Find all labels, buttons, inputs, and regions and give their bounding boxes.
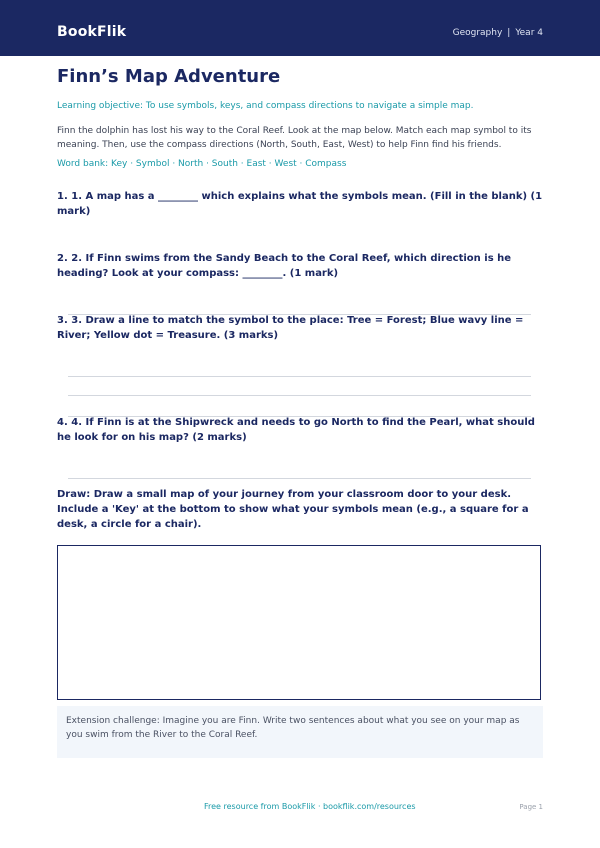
answer-line[interactable] [68,395,531,396]
answer-line[interactable] [68,376,531,377]
subject-label: Geography [452,28,503,38]
page-number: Page 1 [519,803,543,811]
page-header [0,0,600,56]
answer-line[interactable] [68,478,531,479]
question-3: 3. 3. Draw a line to match the symbol to the place: Tree = Forest; Blue wavy line = River; Yellow dot = Treasure. (3 marks) [57,315,524,341]
draw-task: Draw: Draw a small map of your journey from your classroom door to your desk. Include a 'Key' at the bottom to show what your symbols mean (e.g., a square for a desk, a circle for a chair). [57,489,529,530]
extension-challenge: Extension challenge: Imagine you are Finn. Write two sentences about what you see on your map as you swim from the River to the Coral Reef. [57,706,543,758]
question-4: 4. 4. If Finn is at the Shipwreck and needs to go North to find the Pearl, what should he look for on his map? (2 marks) [57,417,535,443]
question-2: 2. 2. If Finn swims from the Sandy Beach to the Coral Reef, which direction is he heading? Look at your compass: ________. (1 mark) [57,253,512,279]
learning-objective: Learning objective: To use symbols, keys, and compass directions to navigate a simple map. [57,101,474,111]
word-bank: Word bank: Key · Symbol · North · South · East · West · Compass [57,159,347,169]
header-meta [453,28,543,38]
question-1: 1. 1. A map has a ________ which explains what the symbols mean. (Fill in the blank) (1 mark) [57,191,543,217]
intro-text: Finn the dolphin has lost his way to the Coral Reef. Look at the map below. Match each map symbol to its meaning. Then, use the compass directions (North, South, East, West) to help Finn find his friends. [57,126,532,150]
year-label: Year 4 [515,28,543,38]
footer-credit: Free resource from BookFlik · bookflik.com/resources [204,802,416,811]
worksheet-title: Finn’s Map Adventure [57,66,281,87]
drawing-area[interactable] [57,545,541,700]
brand-logo: BookFlik [57,24,127,40]
meta-separator: | [507,28,511,38]
